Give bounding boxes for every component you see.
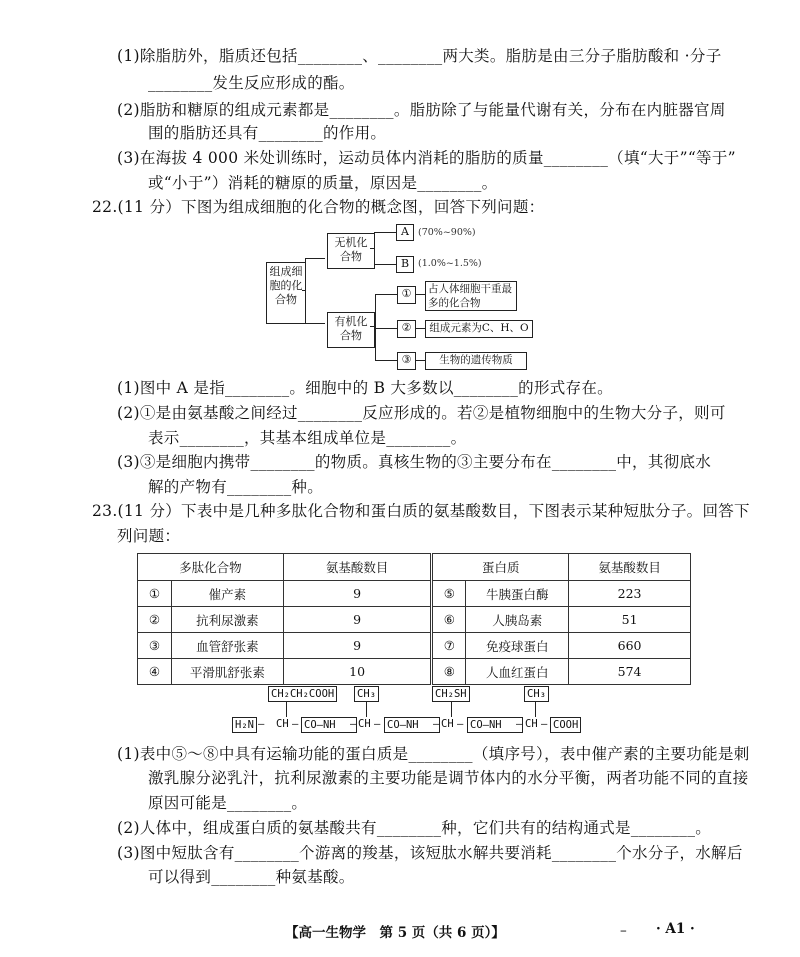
table-cell: ⑦ (432, 633, 466, 659)
table-cell: ⑧ (432, 659, 466, 685)
footer-code: · A1 · (656, 921, 695, 937)
peptide-co: CO (304, 719, 317, 731)
peptide-ch: CH (441, 718, 454, 730)
table-header: 多肽化合物 (138, 554, 284, 581)
q22-line-2: (2)①是由氨基酸之间经过________反应形成的。若②是植物细胞中的生物大分子，则可 (117, 404, 726, 422)
table-cell: 9 (283, 633, 432, 659)
map-root: 组成细胞的化合物 (266, 262, 306, 324)
peptide-co: CO (470, 719, 483, 731)
table-row (138, 581, 691, 607)
table-cell: 660 (569, 633, 691, 659)
peptide-r-group-1: CH₂CH₂COOH (268, 686, 337, 702)
peptide-r-group-3: CH₂SH (432, 686, 470, 702)
peptide-bond-box: CO—NH (301, 717, 357, 733)
table-cell: ③ (138, 633, 172, 659)
table-cell: 血管舒张素 (171, 633, 283, 659)
q23-line-6: 可以得到________种氨基酸。 (148, 868, 355, 886)
q21-line-5: (3)在海拔 4 000 米处训练时，运动员体内消耗的脂肪的质量________（填“大于”“等于” (117, 149, 736, 167)
map-connector (305, 323, 325, 324)
map-connector (302, 290, 306, 291)
q21-line-2: ________发生反应形成的酯。 (148, 74, 355, 92)
table-cell: 9 (283, 581, 432, 607)
peptide-nh: NH (322, 719, 336, 731)
table-row (138, 633, 691, 659)
footer-mark: – (620, 923, 627, 939)
peptide-bond-text: — (350, 718, 357, 730)
table-cell: 人胰岛素 (466, 607, 569, 633)
map-connector (374, 232, 396, 233)
map-node-2: ② (397, 320, 416, 338)
peptide-bond-line (535, 702, 536, 717)
q23-line-1: (1)表中⑤～⑧中具有运输功能的蛋白质是________（填序号），表中催产素的主要功能是刺 (117, 745, 750, 763)
map-node-3: ③ (397, 352, 416, 370)
table-cell: 10 (283, 659, 432, 685)
map-connector (415, 360, 425, 361)
map-connector (305, 258, 325, 259)
table-header: 氨基酸数目 (283, 554, 432, 581)
q22-line-1: (1)图中 A 是指________。细胞中的 B 大多数以________的形式存在。 (117, 379, 613, 397)
table-cell: ① (138, 581, 172, 607)
map-node-3-text: 生物的遗传物质 (425, 352, 527, 370)
table-header: 蛋白质 (432, 554, 569, 581)
table-cell: ⑤ (432, 581, 466, 607)
map-node-1: ① (397, 286, 416, 304)
table-cell: 9 (283, 607, 432, 633)
map-b-note: (1.0%~1.5%) (418, 258, 482, 269)
map-node-a: A (396, 224, 414, 241)
peptide-carboxyl-end: COOH (550, 717, 581, 733)
peptide-co: CO (387, 719, 400, 731)
peptide-bond-box: CO—NH (384, 717, 440, 733)
peptide-bond-text: — (433, 718, 440, 730)
peptide-ch: CH (276, 718, 289, 730)
peptide-r-group-4: CH₃ (524, 686, 549, 702)
table-cell: 抗利尿激素 (171, 607, 283, 633)
table-cell: ⑥ (432, 607, 466, 633)
table-cell: 催产素 (171, 581, 283, 607)
peptide-r-group-2: CH₃ (354, 686, 379, 702)
q21-line-1: (1)除脂肪外，脂质还包括________、________两大类。脂肪是由三分子脂肪酸和 ·分子 (117, 47, 722, 65)
table-cell: 51 (569, 607, 691, 633)
map-a-note: (70%~90%) (418, 227, 476, 238)
map-node-1-text: 占人体细胞干重最多的化合物 (425, 281, 517, 311)
q21-line-4: 围的脂肪还具有________的作用。 (148, 124, 387, 142)
map-connector (375, 294, 397, 295)
map-connector (375, 328, 397, 329)
peptide-bond-text: — (457, 718, 464, 730)
map-connector (370, 248, 375, 249)
map-connector (370, 326, 376, 327)
table-cell: 人血红蛋白 (466, 659, 569, 685)
peptide-bond-text: — (292, 718, 299, 730)
q23-title-1: 23.(11 分）下表中是几种多肽化合物和蛋白质的氨基酸数目，下图表示某种短肽分子。回答下 (92, 502, 750, 520)
map-node-2-text: 组成元素为C、H、O (425, 320, 533, 338)
peptide-bond-text: — (541, 718, 548, 730)
map-connector (415, 294, 425, 295)
q22-line-5: 解的产物有________种。 (148, 478, 324, 496)
q23-line-3: 原因可能是________。 (148, 794, 308, 812)
table-header-row (138, 554, 691, 581)
peptide-bond-text: — (374, 718, 381, 730)
table-cell: 223 (569, 581, 691, 607)
table-row (138, 607, 691, 633)
q22-title: 22.(11 分）下图为组成细胞的化合物的概念图，回答下列问题： (92, 198, 545, 216)
peptide-ch: CH (358, 718, 371, 730)
q22-line-4: (3)③是细胞内携带________的物质。真核生物的③主要分布在________中，其彻底水 (117, 453, 712, 471)
peptide-ch: CH (525, 718, 538, 730)
q21-line-3: (2)脂肪和糖原的组成元素都是________。脂肪除了与能量代谢有关，分布在内脏器官周 (117, 101, 726, 119)
q21-line-6: 或“小于”）消耗的糖原的质量，原因是________。 (148, 174, 498, 192)
table-cell: ② (138, 607, 172, 633)
table-cell: 免疫球蛋白 (466, 633, 569, 659)
map-node-b: B (396, 256, 414, 273)
peptide-bond-line (286, 702, 287, 717)
peptide-bond-text: — (516, 718, 523, 730)
map-connector (415, 328, 425, 329)
peptide-nh: NH (405, 719, 419, 731)
q23-line-2: 激乳腺分泌乳汁，抗利尿激素的主要功能是调节体内的水分平衡，两者功能不同的直接 (148, 769, 749, 787)
peptide-bond-line (451, 702, 452, 717)
peptide-amino-end: H₂N (232, 717, 257, 733)
table-row (138, 659, 691, 685)
map-organic: 有机化合物 (327, 312, 375, 348)
peptide-bond-line (366, 702, 367, 717)
peptide-bond-box: CO—NH (467, 717, 523, 733)
map-connector (375, 294, 376, 360)
table-cell: 牛胰蛋白酶 (466, 581, 569, 607)
table-cell: 平滑肌舒张素 (171, 659, 283, 685)
q23-line-5: (3)图中短肽含有________个游离的羧基，该短肽水解共要消耗________个水分子，水解后 (117, 844, 743, 862)
table-header: 氨基酸数目 (569, 554, 691, 581)
map-connector (374, 264, 396, 265)
q23-title-2: 列问题： (117, 527, 181, 545)
map-connector (375, 360, 397, 361)
table-cell: 574 (569, 659, 691, 685)
amino-acid-table (137, 553, 691, 685)
q22-line-3: 表示________，其基本组成单位是________。 (148, 429, 467, 447)
peptide-nh: NH (488, 719, 502, 731)
table-cell: ④ (138, 659, 172, 685)
q23-line-4: (2)人体中，组成蛋白质的氨基酸共有________种，它们共有的结构通式是________。 (117, 819, 712, 837)
map-inorganic: 无机化合物 (327, 233, 375, 269)
peptide-bond-text: — (258, 718, 265, 730)
page-footer: 【高一生物学 第 5 页（共 6 页）】 (285, 925, 505, 941)
